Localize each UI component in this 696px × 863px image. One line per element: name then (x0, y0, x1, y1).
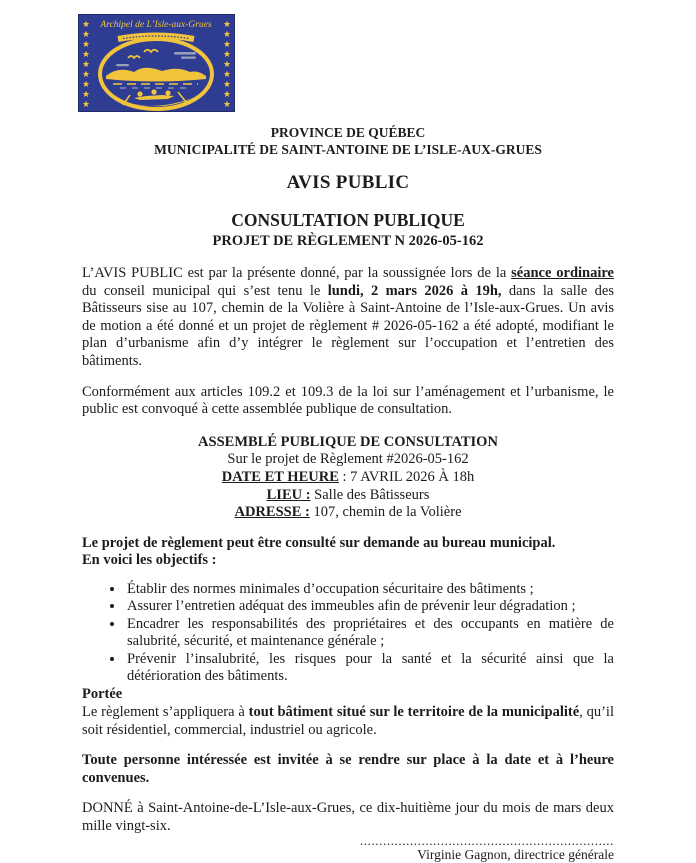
intro-run-1: L’AVIS PUBLIC est par la présente donné, par la soussignée lors de la (82, 265, 512, 281)
signature-name: Virginie Gagnon, directrice générale (417, 846, 614, 862)
assembly-date-line (82, 469, 614, 487)
reglement-subtitle: PROJET DE RÈGLEMENT N 2026-05-162 (212, 233, 484, 249)
document-header (82, 124, 614, 158)
assembly-subtitle: Sur le projet de Règlement #2026-05-162 (227, 451, 469, 468)
objectives-intro (82, 535, 614, 570)
intro-paragraph (82, 265, 614, 371)
objective-item: • Encadrer les responsabilités des propriétaires et des occupants en matière de salubrité, sécurité, et maintenance générale ; (125, 616, 614, 651)
portee-run-3: , qu’il soit résidentiel, commercial, industriel ou agricole. (82, 703, 614, 738)
municipality-line: MUNICIPALITÉ DE SAINT-ANTOINE DE L’ISLE-AUX-GRUES (154, 142, 542, 157)
portee-paragraph (82, 704, 614, 739)
adresse-label: ADRESSE : (234, 504, 310, 521)
consultation-title: CONSULTATION PUBLIQUE (231, 210, 465, 230)
closing-paragraph: DONNÉ à Saint-Antoine-de-L’Isle-aux-Grues, ce dix-huitième jour du mois de mars deux mille vingt-six. (82, 800, 614, 834)
objectives-intro-line2: En voici les objectifs : (82, 552, 217, 569)
adresse-value: 107, chemin de la Volière (309, 504, 462, 521)
province-line: PROVINCE DE QUÉBEC (270, 125, 426, 140)
objective-item: • Établir des normes minimales d’occupation sécuritaire des bâtiments ; (125, 581, 614, 598)
portee-heading: Portée (82, 686, 123, 703)
lieu-value: Salle des Bâtisseurs (310, 486, 430, 503)
intro-run-5: dans la salle des Bâtisseurs sise au 107, chemin de la Volière à Saint-Antoine de l’Isle-aux-Grues. Un avis de motion a été donné et un projet de règlement # 2026-05-162 a été adopté, modifiant le plan d’urbanisme afin d’y intégrer le règlement sur l’occupation et l’entretien des bâtiments. (82, 282, 614, 369)
intro-run-date: lundi, 2 mars 2026 à 19h, (327, 282, 502, 299)
assembly-title: ASSEMBLÉ PUBLIQUE DE CONSULTATION (198, 433, 498, 450)
logo-title: Archipel de L’Isle-aux-Grues (100, 20, 212, 30)
objective-item: • Assurer l’entretien adéquat des immeubles afin de prévenir leur dégradation ; (125, 598, 614, 615)
objectives-intro-line1: Le projet de règlement peut être consulté sur demande au bureau municipal. (82, 534, 556, 551)
date-label: DATE ET HEURE (221, 468, 339, 485)
objectives-list (82, 581, 614, 685)
intro-run-3: du conseil municipal qui s’est tenu le (82, 282, 328, 299)
signature-line: .................................................................. (359, 832, 614, 848)
assembly-lieu-line (82, 487, 614, 505)
municipality-logo (78, 14, 235, 112)
invitation-paragraph: Toute personne intéressée est invitée à se rendre sur place à la date et à l’heure convenues. (82, 752, 614, 786)
signature-block (82, 834, 614, 863)
assembly-block (82, 434, 614, 522)
notice-title: AVIS PUBLIC (286, 172, 410, 193)
date-value: : 7 AVRIL 2026 À 18h (338, 468, 475, 485)
objective-item: • Prévenir l’insalubrité, les risques pour la santé et la sécurité ainsi que la détérioration des bâtiments. (125, 651, 614, 686)
conformity-paragraph: Conformément aux articles 109.2 et 109.3 de la loi sur l’aménagement et l’urbanisme, le public est convoqué à cette assemblée publique de consultation. (82, 383, 614, 418)
lieu-label: LIEU : (266, 486, 311, 503)
portee-run-1: Le règlement s’appliquera à (82, 703, 249, 720)
portee-run-bold: tout bâtiment situé sur le territoire de la municipalité (248, 703, 580, 720)
assembly-adresse-line (82, 504, 614, 522)
intro-run-seance: séance ordinaire (511, 265, 614, 281)
logo-oval-scene (100, 39, 212, 109)
